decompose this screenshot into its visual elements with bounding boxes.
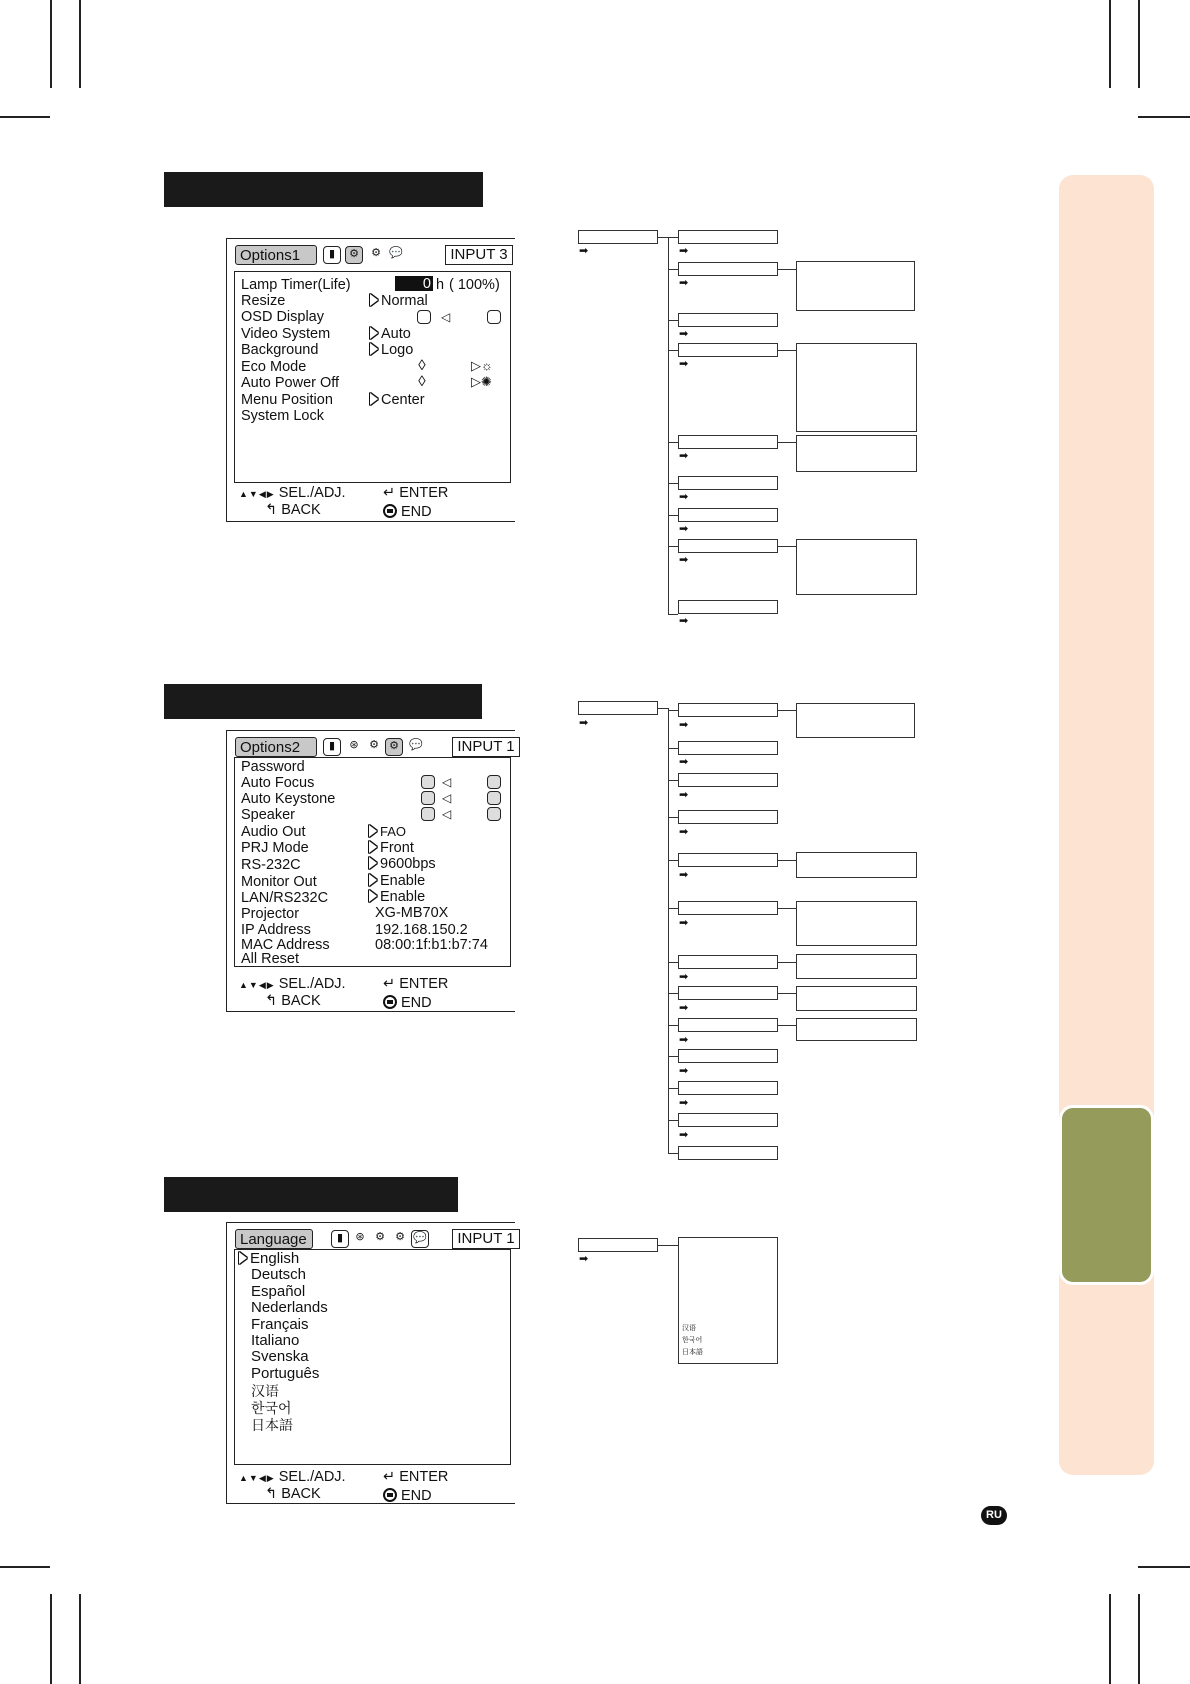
speaker-off-icon[interactable] [487,807,501,821]
section-bar-options1 [164,172,483,207]
auto-focus-off-icon[interactable] [487,775,501,789]
options1-icon[interactable]: ⚙ [375,1231,385,1243]
tree-node-box [678,1113,778,1127]
left-arrow-icon: ◁ [441,310,451,324]
tree-detail-box [796,852,917,878]
crop-mark [0,116,50,118]
select-arrow-icon [369,857,377,869]
tab-language[interactable]: Language [235,1229,313,1249]
language-option-deutsch[interactable]: Deutsch [251,1266,307,1283]
options2-list [234,757,511,967]
resize-value[interactable]: Normal [370,293,428,309]
lamp-hours-unit: h [436,277,445,293]
tree-arrow-icon: ➡ [679,277,689,289]
tab-options1[interactable]: Options1 [235,245,317,265]
tree-node-box [678,1018,778,1032]
language-option-english[interactable]: English [239,1251,299,1267]
crop-mark [1109,0,1111,88]
tree-arrow-icon: ➡ [679,869,689,881]
rs232c-value[interactable]: 9600bps [369,856,436,872]
language-icon[interactable]: 💬 [409,739,423,751]
tree-arrow-icon: ➡ [679,789,689,801]
menu-item-auto-focus[interactable]: Auto Focus [241,775,315,791]
mac-address-value: 08:00:1f:b1:b7:74 [375,937,488,953]
image-icon[interactable]: ⊛ [355,1231,365,1243]
tab-options2[interactable]: Options2 [235,737,317,757]
select-arrow-icon [370,294,378,306]
eco-leaf-icon[interactable]: ◊ [418,357,426,374]
eco-lamp-icon[interactable]: ▷☼ [471,358,493,373]
back-icon: ↰ [265,1486,278,1502]
options1-list [234,271,511,483]
tree-root-box [578,230,658,244]
osd-on-icon[interactable] [417,310,431,324]
section-bar-language [164,1177,458,1212]
footer-sel-adj: ▲▼◀▶ SEL./ADJ. [239,485,346,501]
options1-icon[interactable]: ⚙ [369,739,379,751]
picture-icon[interactable]: ▮ [331,1230,349,1248]
keystone-off-icon[interactable] [487,791,501,805]
tree-arrow-icon: ➡ [679,971,689,983]
tree-arrow-icon: ➡ [679,1065,689,1077]
crop-mark [1138,1594,1140,1684]
video-system-value[interactable]: Auto [370,326,411,342]
tree-node-box [678,435,778,449]
menu-item-rs232c[interactable]: RS-232C [241,857,301,873]
menu-item-audio-out[interactable]: Audio Out [241,824,306,840]
footer-sel-adj: ▲▼◀▶ SEL./ADJ. [239,1469,346,1485]
language-list [234,1249,511,1465]
select-arrow-icon [369,874,377,886]
left-arrow-icon: ◁ [442,775,452,789]
menu-item-system-lock[interactable]: System Lock [241,408,324,424]
ip-address-value: 192.168.150.2 [375,922,468,938]
tree-arrow-icon: ➡ [579,717,589,729]
auto-focus-on-icon[interactable] [421,775,435,789]
power-leaf-icon[interactable]: ◊ [418,373,426,390]
back-icon: ↰ [265,993,278,1009]
menu-item-background[interactable]: Background [241,342,319,358]
back-icon: ↰ [265,502,278,518]
footer-end: END [383,1486,432,1504]
tree-node-box [678,600,778,614]
crop-mark [50,0,52,88]
tree-node-box [678,1049,778,1063]
audio-out-value[interactable]: FAO [369,824,406,840]
tree-arrow-icon: ➡ [679,450,689,462]
select-arrow-icon [369,825,377,837]
language-option-portugues[interactable]: Português [251,1365,320,1382]
tree-detail-box [796,1018,917,1041]
monitor-out-value[interactable]: Enable [369,873,425,889]
language-option-nederlands[interactable]: Nederlands [251,1299,328,1316]
language-option-espanol[interactable]: Español [251,1283,306,1300]
options2-icon[interactable]: ⚙ [371,247,381,259]
options2-icon[interactable]: ⚙ [385,738,403,756]
tree-arrow-icon: ➡ [679,615,689,627]
footer-back: ↰ BACK [265,993,321,1009]
tree-node-box [678,773,778,787]
tree-detail-box [796,901,917,946]
tree-node-box [678,703,778,717]
menu-item-lan-rs232c[interactable]: LAN/RS232C [241,890,329,906]
select-arrow-icon [369,841,377,853]
menu-item-menu-position[interactable]: Menu Position [241,392,333,408]
tree-node-box [678,539,778,553]
tree-node-box [678,901,778,915]
tree-detail-box [796,539,917,595]
tree-node-box [678,343,778,357]
crop-mark [79,1594,81,1684]
tree-detail-box [796,986,917,1011]
language-badge: RU [981,1506,1007,1525]
footer-end: END [383,502,432,520]
tree-lang-japanese: 日本語 [682,1349,703,1356]
options2-icon[interactable]: ⚙ [395,1231,405,1243]
tree-arrow-icon: ➡ [579,245,589,257]
crop-mark [1138,116,1190,118]
tree-arrow-icon: ➡ [679,756,689,768]
tree-node-box [678,262,778,276]
language-option-korean[interactable]: 한국어 [251,1400,292,1416]
select-arrow-icon [370,343,378,355]
language-option-chinese[interactable]: 汉语 [251,1383,279,1399]
tree-arrow-icon: ➡ [679,491,689,503]
projector-name-value: XG-MB70X [375,905,449,921]
tree-arrow-icon: ➡ [679,1129,689,1141]
left-arrow-icon: ◁ [442,791,452,805]
prj-mode-value[interactable]: Front [369,840,414,856]
tree-arrow-icon: ➡ [679,1034,689,1046]
direction-keys-icon: ▲▼◀▶ [239,980,275,990]
tree-node-box [678,810,778,824]
osd-off-icon[interactable] [487,310,501,324]
crop-mark [79,0,81,88]
menu-item-eco-mode[interactable]: Eco Mode [241,359,307,375]
tree-trunk [668,237,669,614]
tree-root-box [578,701,658,715]
end-icon [383,995,397,1009]
osd-options1 [226,238,515,522]
left-arrow-icon: ◁ [442,807,452,821]
direction-keys-icon: ▲▼◀▶ [239,489,275,499]
tree-node-box [678,986,778,1000]
tree-lang-korean: 한국어 [682,1337,703,1344]
osd-options2 [226,730,515,1012]
menu-item-mac-address[interactable]: MAC Address [241,937,330,953]
sidebar-tab[interactable] [1059,1105,1154,1285]
end-icon [383,1488,397,1502]
tree-node-box [678,508,778,522]
menu-item-video-system[interactable]: Video System [241,326,331,342]
tree-detail-box [796,703,915,738]
select-arrow-icon [369,890,377,902]
tree-node-box [678,955,778,969]
tree-node-box [678,1146,778,1160]
menu-item-all-reset[interactable]: All Reset [241,951,300,967]
language-icon[interactable]: 💬 [411,1230,429,1248]
footer-back: ↰ BACK [265,1486,321,1502]
tree-arrow-icon: ➡ [679,328,689,340]
menu-item-auto-keystone[interactable]: Auto Keystone [241,791,336,807]
picture-icon[interactable]: ▮ [323,738,341,756]
tree-root-box [578,1238,658,1252]
enter-icon: ↵ [383,1469,396,1485]
select-arrow-icon [370,327,378,339]
lan-rs232c-value[interactable]: Enable [369,889,425,905]
lamp-percent: ( 100%) [449,277,500,293]
menu-item-password[interactable]: Password [241,759,305,775]
footer-enter: ↵ ENTER [383,976,449,992]
tree-node-box [678,313,778,327]
footer-sel-adj: ▲▼◀▶ SEL./ADJ. [239,976,346,992]
image-icon[interactable]: ⊛ [349,739,359,751]
tree-arrow-icon: ➡ [679,1097,689,1109]
language-option-svenska[interactable]: Svenska [251,1348,309,1365]
tree-arrow-icon: ➡ [679,719,689,731]
tree-lang-chinese: 汉语 [682,1325,696,1332]
tree-node-box [678,1081,778,1095]
menu-item-auto-power-off[interactable]: Auto Power Off [241,375,340,391]
tree-language-box [678,1237,778,1364]
menu-item-osd-display[interactable]: OSD Display [241,309,324,325]
crop-mark [1138,0,1140,88]
osd-language [226,1222,515,1504]
section-bar-options2 [164,684,482,719]
tree-detail-box [796,954,917,979]
end-icon [383,504,397,518]
tree-arrow-icon: ➡ [679,826,689,838]
select-arrow-icon [370,393,378,405]
power-off-icon[interactable]: ▷✺ [471,374,492,389]
crop-mark [50,1594,52,1684]
enter-icon: ↵ [383,485,396,501]
options1-icon[interactable]: ⚙ [345,246,363,264]
tree-arrow-icon: ➡ [679,554,689,566]
crop-mark [1109,1594,1111,1684]
language-option-francais[interactable]: Français [251,1316,309,1333]
language-option-japanese[interactable]: 日本語 [251,1417,293,1433]
input-indicator: INPUT 1 [452,737,520,757]
tree-detail-box [796,343,917,432]
input-indicator: INPUT 3 [445,245,513,265]
tree-arrow-icon: ➡ [679,1002,689,1014]
menu-item-monitor-out[interactable]: Monitor Out [241,874,317,890]
keystone-on-icon[interactable] [421,791,435,805]
background-value[interactable]: Logo [370,342,413,358]
footer-enter: ↵ ENTER [383,485,449,501]
enter-icon: ↵ [383,976,396,992]
footer-back: ↰ BACK [265,502,321,518]
crop-mark [0,1566,50,1568]
menu-item-projector[interactable]: Projector [241,906,300,922]
select-arrow-icon [239,1252,247,1264]
tree-arrow-icon: ➡ [679,245,689,257]
language-option-italiano[interactable]: Italiano [251,1332,300,1349]
footer-enter: ↵ ENTER [383,1469,449,1485]
lamp-hours-value: 0 [395,276,433,291]
crop-mark [1138,1566,1190,1568]
footer-end: END [383,993,432,1011]
tree-arrow-icon: ➡ [679,523,689,535]
input-indicator: INPUT 1 [452,1229,520,1249]
speaker-on-icon[interactable] [421,807,435,821]
tree-node-box [678,741,778,755]
menu-item-resize[interactable]: Resize [241,293,286,309]
menu-item-lamp-timer[interactable]: Lamp Timer(Life) [241,277,351,293]
tree-arrow-icon: ➡ [579,1253,589,1265]
tree-node-box [678,230,778,244]
tree-arrow-icon: ➡ [679,358,689,370]
menu-item-prj-mode[interactable]: PRJ Mode [241,840,309,856]
tree-arrow-icon: ➡ [679,917,689,929]
menu-item-speaker[interactable]: Speaker [241,807,296,823]
tree-node-box [678,853,778,867]
tree-node-box [678,476,778,490]
tree-connector [658,237,668,238]
menu-position-value[interactable]: Center [370,392,425,408]
direction-keys-icon: ▲▼◀▶ [239,1473,275,1483]
tree-detail-box [796,261,915,311]
picture-icon[interactable]: ▮ [323,246,341,264]
language-icon[interactable]: 💬 [389,247,403,259]
tree-detail-box [796,435,917,472]
menu-item-ip-address[interactable]: IP Address [241,922,311,938]
